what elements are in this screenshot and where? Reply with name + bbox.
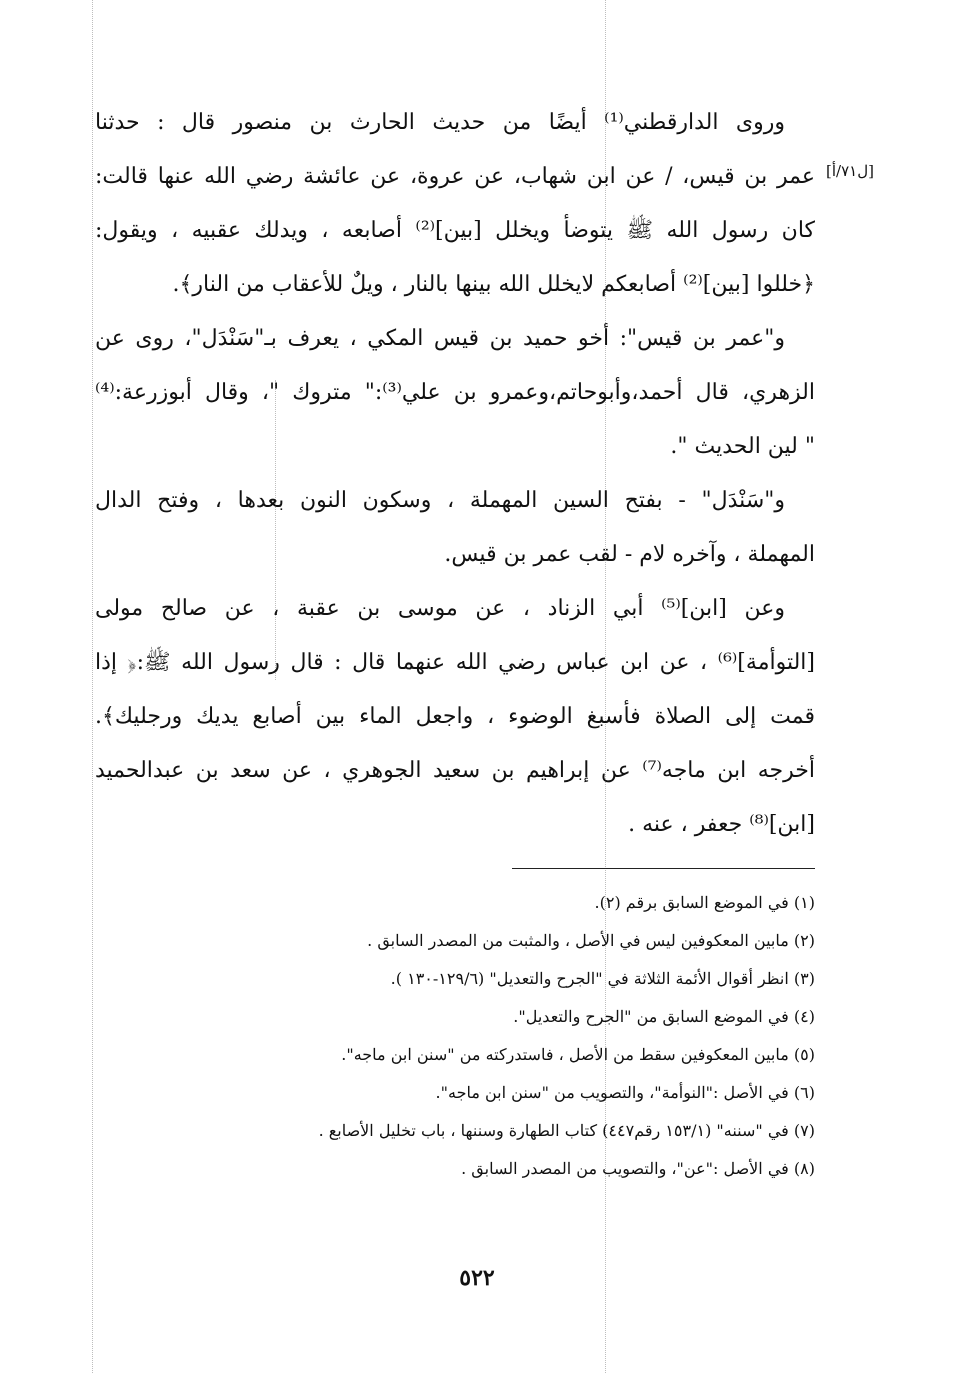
manuscript-folio-reference: [ل٧١/أ] — [826, 162, 874, 180]
text-line: وعن [ابن]⁽⁵⁾ أبي الزناد ، عن موسى بن عقبة ، عن صالح مولى — [95, 596, 785, 621]
footnote: (٦) في الأصل :"النوأمة"، والتصويب من "سنن ابن ماجه". — [435, 1083, 815, 1102]
text-line: [ابن]⁽⁸⁾ جعفر ، عنه . — [628, 812, 815, 837]
text-line: و"عمر بن قيس": أخو حميد بن قيس المكي ، يعرف بـ"سَنْدَل"، روى عن — [95, 326, 785, 351]
text-line: ﴿خللوا [بين]⁽²⁾ أصابعكم لايخلل الله بينها بالنار ، ويلٌ للأعقاب من النار﴾. — [172, 272, 815, 297]
text-line: وروى الدارقطني⁽¹⁾ أيضًا من حديث الحارث بن منصور قال : حدثنا — [95, 110, 785, 135]
footnote: (٧) في "سننه" (١٥٣/١ رقم٤٤٧) كتاب الطهارة وسننها ، باب تخليل الأصابع . — [318, 1121, 815, 1140]
footnote: (٣) انظر أقوال الأئمة الثلاثة في "الجرح والتعديل" (١٢٩/٦-١٣٠ ). — [390, 969, 815, 988]
footnote: (١) في الموضع السابق برقم (٢). — [594, 893, 815, 912]
footnote: (٤) في الموضع السابق من "الجرح والتعديل". — [513, 1007, 815, 1026]
footnote-divider — [512, 868, 815, 869]
text-line: كان رسول الله ﷺ يتوضأ ويخلل [بين]⁽²⁾ أصابعه ، ويدلك عقبيه ، ويقول: — [95, 218, 815, 243]
scan-artifact-line — [92, 0, 93, 1373]
text-line: " لين الحديث ". — [670, 434, 815, 459]
text-line: المهملة ، وآخره لام - لقب عمر بن قيس. — [444, 542, 815, 567]
text-line: أخرجه ابن ماجه⁽⁷⁾ عن إبراهيم بن سعيد الجوهري ، عن سعد بن عبدالحميد — [95, 758, 815, 783]
text-line: [التوأمة]⁽⁶⁾ ، عن ابن عباس رضي الله عنهما قال : قال رسول الله ﷺ:﴿ إذا — [95, 650, 815, 675]
text-line: عمر بن قيس، / عن ابن شهاب، عن عروة، عن عائشة رضي الله عنها قالت: — [95, 164, 815, 189]
text-line: قمت إلى الصلاة فأسبغ الوضوء ، واجعل الماء بين أصابع يديك ورجليك﴾. — [95, 704, 815, 729]
footnotes — [95, 884, 815, 1188]
footnote: (٢) مابين المعكوفين ليس في الأصل ، والمثبت من المصدر السابق . — [367, 931, 815, 950]
footnote: (٨) في الأصل :"عن"، والتصويب من المصدر السابق . — [461, 1159, 815, 1178]
footnote: (٥) مابين المعكوفين سقط من الأصل ، فاستدركته من "سنن ابن ماجه". — [341, 1045, 815, 1064]
text-line: الزهري، قال أحمد،وأبوحاتم،وعمرو بن علي⁽³⁾:" متروك "، وقال أبوزرعة:⁽⁴⁾ — [95, 380, 815, 405]
main-text — [95, 96, 815, 852]
text-line: و"سَنْدَل" - بفتح السين المهملة ، وسكون النون بعدها ، وفتح الدال — [95, 488, 785, 513]
page-number: ٥٢٢ — [459, 1265, 495, 1291]
